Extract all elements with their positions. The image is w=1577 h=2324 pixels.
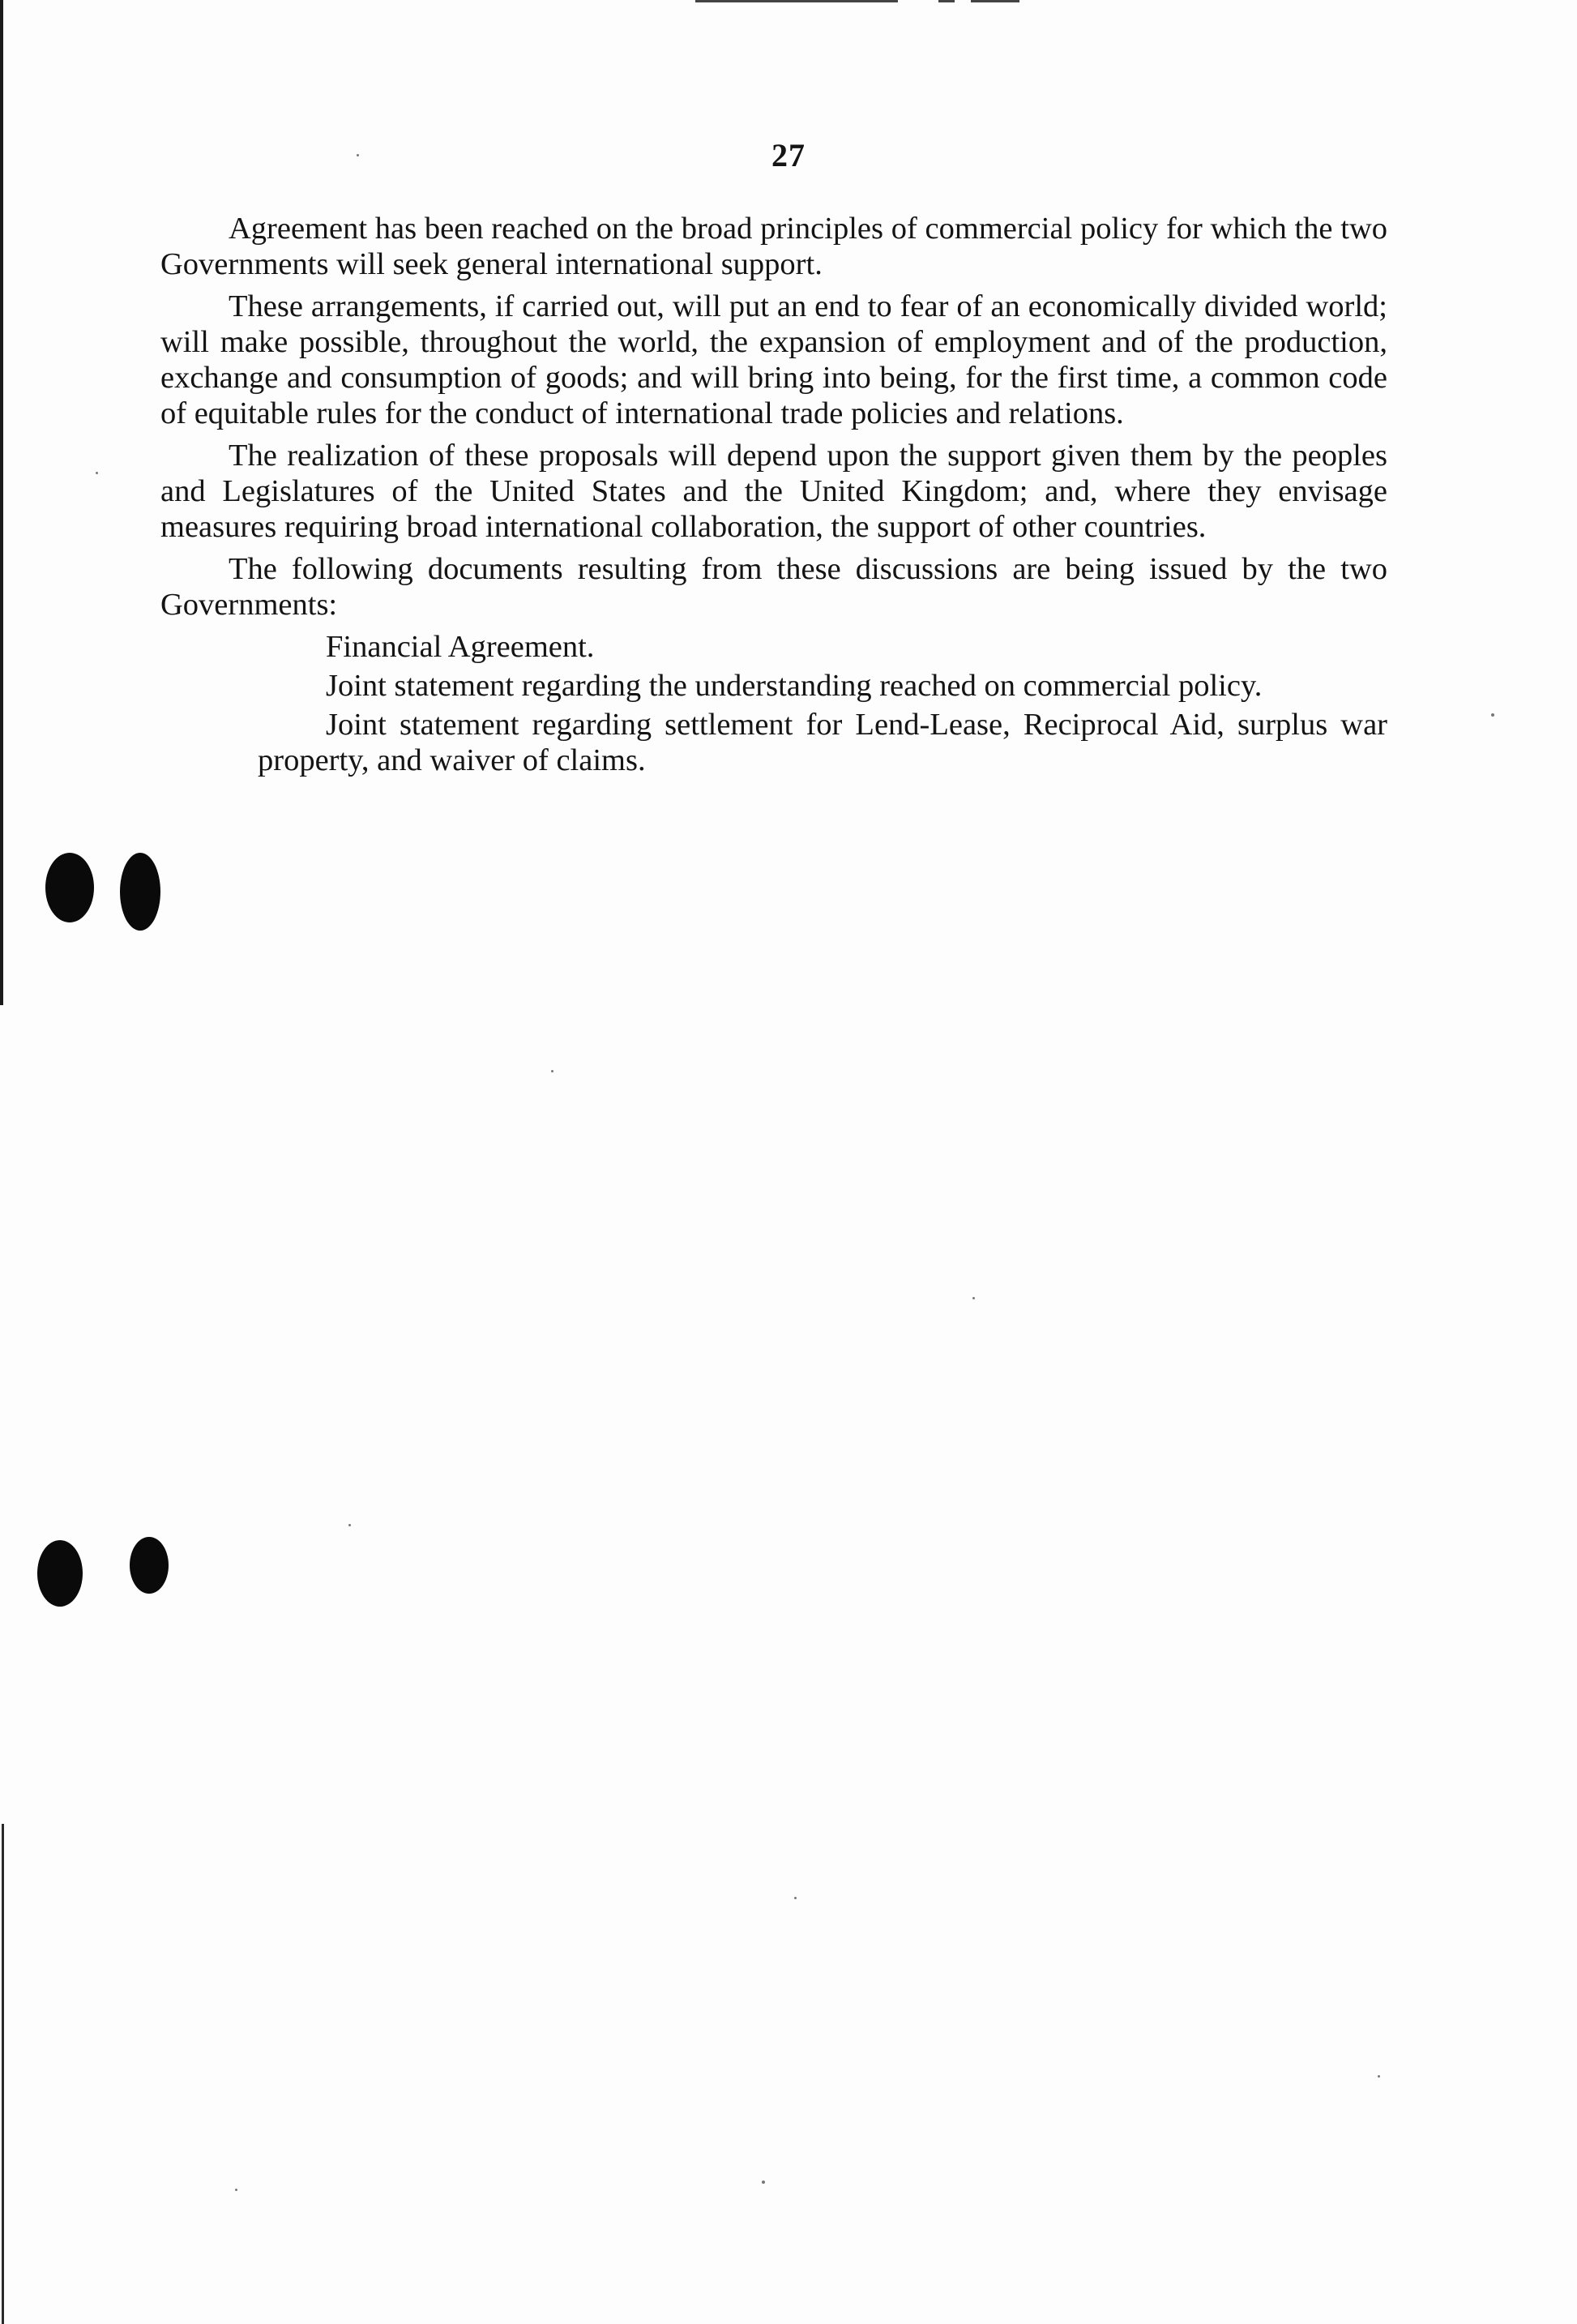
paragraph-arrangements: These arrangements, if carried out, will put an end to fear of an economically divided world; will make possible, throughout the world, the expansion of employment and of the production, exchange and consumption of goods; and will bring into being, for the first time, a common code of equitable rules for the conduct of international trade policies and relations. — [160, 289, 1387, 430]
punch-hole-lower-right — [130, 1537, 169, 1594]
scan-speck — [551, 1070, 553, 1072]
page-number: 27 — [771, 137, 806, 173]
punch-hole-lower-left — [37, 1540, 83, 1607]
top-rule — [695, 0, 1019, 2]
scan-speck — [1378, 2075, 1380, 2078]
document-item-financial-agreement: Financial Agreement. — [326, 630, 595, 664]
document-item-lend-lease: Joint statement regarding settlement for Lend-Lease, Reciprocal Aid, surplus war property, and waiver of claims. — [258, 708, 1387, 777]
scan-edge-shadow-lower — [2, 1824, 4, 2324]
scan-speck — [972, 1297, 975, 1299]
scan-speck — [1491, 713, 1494, 717]
scan-speck — [348, 1524, 351, 1526]
body-text — [160, 211, 1387, 781]
scan-speck — [96, 472, 98, 474]
scan-speck — [762, 2181, 765, 2184]
paragraph-commercial-policy: Agreement has been reached on the broad principles of commercial policy for which the two Governments will seek general international support. — [160, 212, 1387, 281]
paragraph-documents-intro: The following documents resulting from these discussions are being issued by the two Governments: — [160, 552, 1387, 622]
scan-speck — [794, 1897, 797, 1899]
scan-speck — [235, 2189, 237, 2191]
punch-hole-upper-left — [45, 853, 94, 922]
punch-hole-upper-right — [120, 853, 160, 931]
documents-list — [160, 629, 1387, 778]
document-item-commercial-policy: Joint statement regarding the understanding reached on commercial policy. — [326, 669, 1263, 703]
paragraph-realization: The realization of these proposals will depend upon the support given them by the peoples and Legislatures of the United States and the United Kingdom; and, where they envisage measures requiring broad international collaboration, the support of other countries. — [160, 439, 1387, 544]
